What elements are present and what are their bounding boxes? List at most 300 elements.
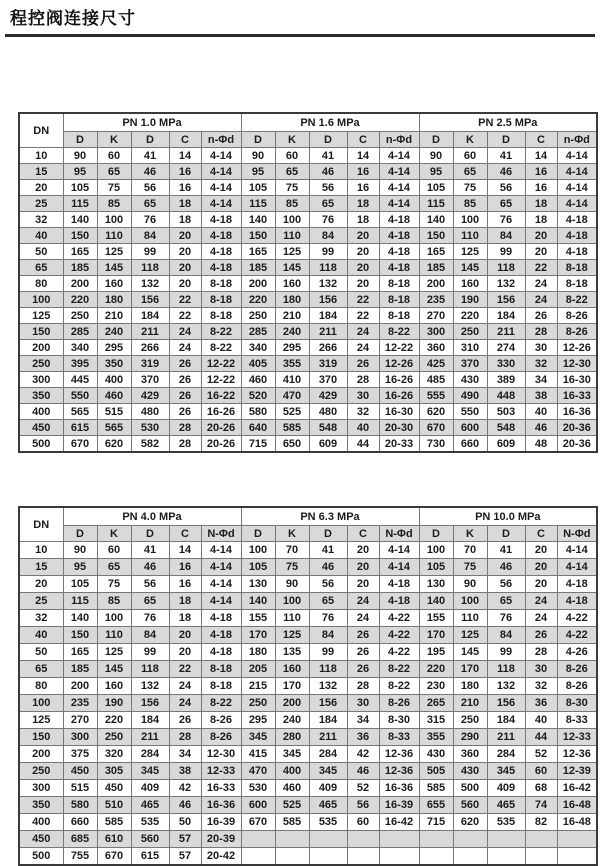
value-cell: 8-18 [201, 292, 241, 308]
value-cell: 340 [63, 340, 97, 356]
value-cell: 4-14 [379, 559, 419, 576]
dn-cell: 500 [19, 436, 63, 453]
value-cell: 12-30 [557, 356, 597, 372]
value-cell: 41 [131, 542, 169, 559]
value-cell: 525 [275, 404, 309, 420]
dn-cell: 125 [19, 712, 63, 729]
column-header: K [97, 526, 131, 542]
column-header: n-Φd [201, 132, 241, 148]
value-cell: 24 [525, 593, 557, 610]
value-cell: 46 [309, 164, 347, 180]
value-cell: 100 [453, 593, 487, 610]
value-cell: 20-30 [379, 420, 419, 436]
value-cell: 8-22 [379, 678, 419, 695]
value-cell: 16-26 [201, 404, 241, 420]
value-cell: 415 [241, 746, 275, 763]
value-cell: 655 [419, 797, 453, 814]
value-cell: 8-18 [201, 661, 241, 678]
value-cell: 4-18 [201, 244, 241, 260]
value-cell: 165 [419, 244, 453, 260]
value-cell: 165 [63, 644, 97, 661]
column-header: D [419, 526, 453, 542]
value-cell: 211 [487, 324, 525, 340]
value-cell: 65 [453, 164, 487, 180]
value-cell: 12-36 [557, 746, 597, 763]
value-cell: 18 [525, 196, 557, 212]
dn-cell: 10 [19, 148, 63, 164]
value-cell: 118 [131, 260, 169, 276]
value-cell: 16-26 [379, 388, 419, 404]
value-cell: 200 [63, 678, 97, 695]
column-header: N-Φd [201, 526, 241, 542]
value-cell: 100 [453, 212, 487, 228]
value-cell: 295 [275, 340, 309, 356]
value-cell: 305 [97, 763, 131, 780]
value-cell: 42 [347, 746, 379, 763]
value-cell: 100 [419, 542, 453, 559]
value-cell: 389 [487, 372, 525, 388]
column-header: n-Φd [557, 132, 597, 148]
value-cell: 620 [453, 814, 487, 831]
value-cell: 555 [419, 388, 453, 404]
value-cell: 115 [63, 196, 97, 212]
value-cell: 660 [453, 436, 487, 453]
value-cell: 16-33 [557, 388, 597, 404]
value-cell: 24 [347, 324, 379, 340]
value-cell: 400 [97, 372, 131, 388]
value-cell: 60 [453, 148, 487, 164]
value-cell: 510 [97, 797, 131, 814]
dn-cell: 250 [19, 356, 63, 372]
value-cell: 16-26 [379, 372, 419, 388]
value-cell: 16 [525, 180, 557, 196]
value-cell: 285 [63, 324, 97, 340]
value-cell: 16-39 [379, 797, 419, 814]
value-cell: 85 [275, 196, 309, 212]
value-cell: 100 [275, 593, 309, 610]
value-cell: 345 [241, 729, 275, 746]
table-row [19, 356, 597, 372]
table-row [19, 593, 597, 610]
value-cell: 4-22 [379, 627, 419, 644]
value-cell: 4-14 [557, 180, 597, 196]
value-cell: 105 [419, 559, 453, 576]
value-cell: 56 [487, 576, 525, 593]
table-row [19, 308, 597, 324]
value-cell: 4-14 [379, 180, 419, 196]
value-cell: 30 [525, 661, 557, 678]
value-cell: 184 [487, 712, 525, 729]
column-header: D [419, 132, 453, 148]
table-row [19, 260, 597, 276]
value-cell: 4-22 [557, 627, 597, 644]
value-cell: 505 [419, 763, 453, 780]
pressure-group-header: PN 2.5 MPa [419, 113, 597, 132]
value-cell: 95 [63, 559, 97, 576]
value-cell: 132 [487, 678, 525, 695]
value-cell: 140 [63, 610, 97, 627]
value-cell: 4-14 [379, 196, 419, 212]
column-header: D [487, 132, 525, 148]
value-cell: 4-14 [557, 164, 597, 180]
value-cell: 250 [241, 695, 275, 712]
column-header: D [131, 526, 169, 542]
value-cell: 99 [309, 644, 347, 661]
value-cell: 410 [275, 372, 309, 388]
value-cell: 145 [97, 260, 131, 276]
value-cell: 16-33 [201, 780, 241, 797]
value-cell: 270 [63, 712, 97, 729]
value-cell: 30 [347, 695, 379, 712]
value-cell: 34 [169, 746, 201, 763]
value-cell: 295 [97, 340, 131, 356]
value-cell [453, 848, 487, 866]
value-cell: 24 [525, 292, 557, 308]
value-cell: 210 [275, 308, 309, 324]
value-cell: 360 [419, 340, 453, 356]
value-cell: 76 [309, 610, 347, 627]
value-cell: 375 [63, 746, 97, 763]
value-cell: 200 [241, 276, 275, 292]
value-cell: 220 [97, 712, 131, 729]
value-cell [379, 831, 419, 848]
value-cell: 20 [347, 244, 379, 260]
value-cell: 16 [169, 164, 201, 180]
column-header: C [525, 526, 557, 542]
value-cell: 100 [97, 212, 131, 228]
value-cell: 240 [275, 712, 309, 729]
table-row [19, 576, 597, 593]
value-cell: 266 [309, 340, 347, 356]
value-cell: 65 [131, 593, 169, 610]
value-cell: 24 [169, 695, 201, 712]
value-cell: 345 [131, 763, 169, 780]
value-cell: 180 [241, 644, 275, 661]
value-cell: 145 [453, 260, 487, 276]
table-row [19, 542, 597, 559]
value-cell: 65 [97, 164, 131, 180]
value-cell: 60 [347, 814, 379, 831]
value-cell: 240 [275, 324, 309, 340]
dn-cell: 350 [19, 797, 63, 814]
value-cell: 100 [241, 542, 275, 559]
value-cell [419, 848, 453, 866]
value-cell: 20 [347, 260, 379, 276]
value-cell: 160 [97, 276, 131, 292]
value-cell: 46 [309, 559, 347, 576]
value-cell: 370 [309, 372, 347, 388]
value-cell: 20-36 [557, 420, 597, 436]
value-cell [419, 831, 453, 848]
value-cell: 118 [487, 260, 525, 276]
value-cell: 8-26 [201, 712, 241, 729]
value-cell: 12-33 [201, 763, 241, 780]
value-cell: 560 [131, 831, 169, 848]
value-cell: 145 [453, 644, 487, 661]
value-cell: 670 [97, 848, 131, 866]
value-cell: 76 [309, 212, 347, 228]
dn-cell: 300 [19, 372, 63, 388]
value-cell: 500 [453, 780, 487, 797]
table-row [19, 212, 597, 228]
value-cell: 132 [487, 276, 525, 292]
value-cell: 4-18 [557, 228, 597, 244]
value-cell: 18 [347, 212, 379, 228]
value-cell: 16 [169, 180, 201, 196]
value-cell: 230 [419, 678, 453, 695]
value-cell: 515 [97, 404, 131, 420]
value-cell: 290 [453, 729, 487, 746]
value-cell: 41 [131, 148, 169, 164]
value-cell: 84 [309, 228, 347, 244]
value-cell: 240 [97, 324, 131, 340]
value-cell: 130 [241, 576, 275, 593]
value-cell: 345 [275, 746, 309, 763]
value-cell: 670 [419, 420, 453, 436]
value-cell: 60 [275, 148, 309, 164]
value-cell: 36 [525, 695, 557, 712]
value-cell: 265 [419, 695, 453, 712]
table-row [19, 228, 597, 244]
value-cell: 105 [419, 180, 453, 196]
value-cell: 450 [97, 780, 131, 797]
value-cell: 52 [525, 746, 557, 763]
value-cell: 156 [487, 695, 525, 712]
value-cell: 20 [169, 644, 201, 661]
value-cell: 600 [453, 420, 487, 436]
value-cell: 105 [241, 180, 275, 196]
value-cell: 99 [131, 644, 169, 661]
value-cell: 8-22 [379, 324, 419, 340]
value-cell: 620 [419, 404, 453, 420]
value-cell: 200 [419, 276, 453, 292]
value-cell: 429 [131, 388, 169, 404]
dn-cell: 32 [19, 212, 63, 228]
dn-cell: 450 [19, 420, 63, 436]
column-header: N-Φd [379, 526, 419, 542]
dn-cell: 200 [19, 340, 63, 356]
value-cell: 115 [419, 196, 453, 212]
value-cell: 24 [347, 610, 379, 627]
value-cell: 615 [131, 848, 169, 866]
value-cell: 140 [63, 212, 97, 228]
table-row [19, 848, 597, 866]
value-cell: 14 [169, 148, 201, 164]
value-cell: 460 [97, 388, 131, 404]
value-cell: 48 [525, 436, 557, 453]
value-cell: 180 [453, 678, 487, 695]
value-cell [347, 831, 379, 848]
value-cell: 370 [131, 372, 169, 388]
value-cell: 4-14 [557, 559, 597, 576]
value-cell: 75 [275, 180, 309, 196]
value-cell: 16-39 [201, 814, 241, 831]
value-cell: 46 [131, 559, 169, 576]
table-row [19, 324, 597, 340]
dn-cell: 15 [19, 164, 63, 180]
column-header: D [241, 526, 275, 542]
column-header: D [241, 132, 275, 148]
value-cell: 28 [169, 436, 201, 453]
column-header: C [169, 526, 201, 542]
value-cell: 4-18 [201, 260, 241, 276]
value-cell: 32 [525, 678, 557, 695]
value-cell: 160 [97, 678, 131, 695]
value-cell: 84 [309, 627, 347, 644]
value-cell: 26 [169, 712, 201, 729]
value-cell: 20 [169, 260, 201, 276]
value-cell: 125 [275, 627, 309, 644]
dn-cell: 100 [19, 292, 63, 308]
value-cell: 16 [347, 180, 379, 196]
table-row [19, 661, 597, 678]
value-cell: 4-18 [201, 228, 241, 244]
value-cell: 85 [97, 593, 131, 610]
value-cell: 295 [241, 712, 275, 729]
value-cell: 18 [525, 212, 557, 228]
value-cell: 160 [275, 276, 309, 292]
value-cell: 76 [131, 212, 169, 228]
value-cell: 4-18 [557, 576, 597, 593]
value-cell: 118 [131, 661, 169, 678]
value-cell: 355 [419, 729, 453, 746]
value-cell: 46 [131, 164, 169, 180]
value-cell: 26 [525, 627, 557, 644]
value-cell: 12-33 [557, 729, 597, 746]
value-cell: 8-26 [201, 729, 241, 746]
value-cell: 12-39 [557, 763, 597, 780]
value-cell: 4-14 [201, 593, 241, 610]
value-cell: 8-18 [379, 292, 419, 308]
value-cell: 65 [97, 559, 131, 576]
value-cell: 755 [63, 848, 97, 866]
value-cell: 118 [487, 661, 525, 678]
column-header: D [131, 132, 169, 148]
dn-cell: 500 [19, 848, 63, 866]
value-cell: 118 [309, 260, 347, 276]
table-row [19, 763, 597, 780]
value-cell: 20 [525, 228, 557, 244]
value-cell: 525 [275, 797, 309, 814]
value-cell: 8-30 [557, 695, 597, 712]
value-cell: 210 [97, 308, 131, 324]
table-row [19, 148, 597, 164]
dn-cell: 10 [19, 542, 63, 559]
value-cell: 90 [241, 148, 275, 164]
value-cell: 24 [347, 593, 379, 610]
value-cell: 8-18 [379, 308, 419, 324]
value-cell: 660 [63, 814, 97, 831]
value-cell: 4-18 [379, 593, 419, 610]
value-cell: 345 [309, 763, 347, 780]
value-cell: 32 [525, 356, 557, 372]
value-cell: 610 [97, 831, 131, 848]
dn-cell: 80 [19, 276, 63, 292]
value-cell: 125 [453, 244, 487, 260]
value-cell [275, 831, 309, 848]
value-cell: 4-14 [379, 148, 419, 164]
value-cell: 409 [487, 780, 525, 797]
value-cell: 315 [419, 712, 453, 729]
value-cell: 68 [525, 780, 557, 797]
value-cell: 535 [309, 814, 347, 831]
value-cell: 28 [347, 678, 379, 695]
column-header: D [487, 526, 525, 542]
value-cell: 520 [241, 388, 275, 404]
value-cell: 220 [241, 292, 275, 308]
value-cell: 16-36 [379, 780, 419, 797]
value-cell: 8-18 [557, 260, 597, 276]
value-cell: 620 [97, 436, 131, 453]
value-cell: 22 [347, 308, 379, 324]
value-cell: 170 [241, 627, 275, 644]
value-cell: 515 [63, 780, 97, 797]
value-cell: 76 [487, 212, 525, 228]
value-cell: 4-18 [201, 627, 241, 644]
value-cell: 300 [419, 324, 453, 340]
value-cell: 460 [275, 780, 309, 797]
value-cell: 430 [453, 372, 487, 388]
column-header: D [63, 526, 97, 542]
value-cell: 530 [131, 420, 169, 436]
dn-cell: 65 [19, 661, 63, 678]
value-cell: 250 [63, 308, 97, 324]
value-cell: 425 [419, 356, 453, 372]
value-cell: 4-18 [201, 644, 241, 661]
value-cell: 20 [525, 542, 557, 559]
value-cell: 550 [453, 404, 487, 420]
flange-dimension-table-low-pressure [18, 112, 598, 453]
value-cell: 60 [97, 542, 131, 559]
value-cell: 115 [63, 593, 97, 610]
value-cell: 30 [347, 388, 379, 404]
value-cell: 270 [419, 308, 453, 324]
value-cell: 465 [487, 797, 525, 814]
table-row [19, 276, 597, 292]
value-cell [525, 848, 557, 866]
value-cell: 319 [309, 356, 347, 372]
value-cell: 16 [169, 559, 201, 576]
value-cell: 600 [241, 797, 275, 814]
value-cell: 211 [131, 729, 169, 746]
value-cell: 185 [419, 260, 453, 276]
value-cell: 118 [309, 661, 347, 678]
value-cell: 266 [131, 340, 169, 356]
value-cell: 20 [525, 559, 557, 576]
value-cell: 16-36 [201, 797, 241, 814]
value-cell: 715 [241, 436, 275, 453]
column-header: C [347, 132, 379, 148]
value-cell: 84 [487, 627, 525, 644]
value-cell: 185 [63, 260, 97, 276]
dn-cell: 65 [19, 260, 63, 276]
value-cell: 145 [275, 260, 309, 276]
value-cell: 90 [63, 148, 97, 164]
column-header: K [97, 132, 131, 148]
dn-cell: 150 [19, 729, 63, 746]
value-cell: 4-14 [201, 148, 241, 164]
value-cell: 65 [309, 196, 347, 212]
value-cell: 110 [275, 610, 309, 627]
value-cell: 32 [347, 404, 379, 420]
column-header: D [63, 132, 97, 148]
value-cell: 640 [241, 420, 275, 436]
value-cell: 22 [347, 292, 379, 308]
value-cell: 200 [275, 695, 309, 712]
table-row [19, 797, 597, 814]
value-cell: 16-30 [379, 404, 419, 420]
value-cell: 20 [347, 559, 379, 576]
